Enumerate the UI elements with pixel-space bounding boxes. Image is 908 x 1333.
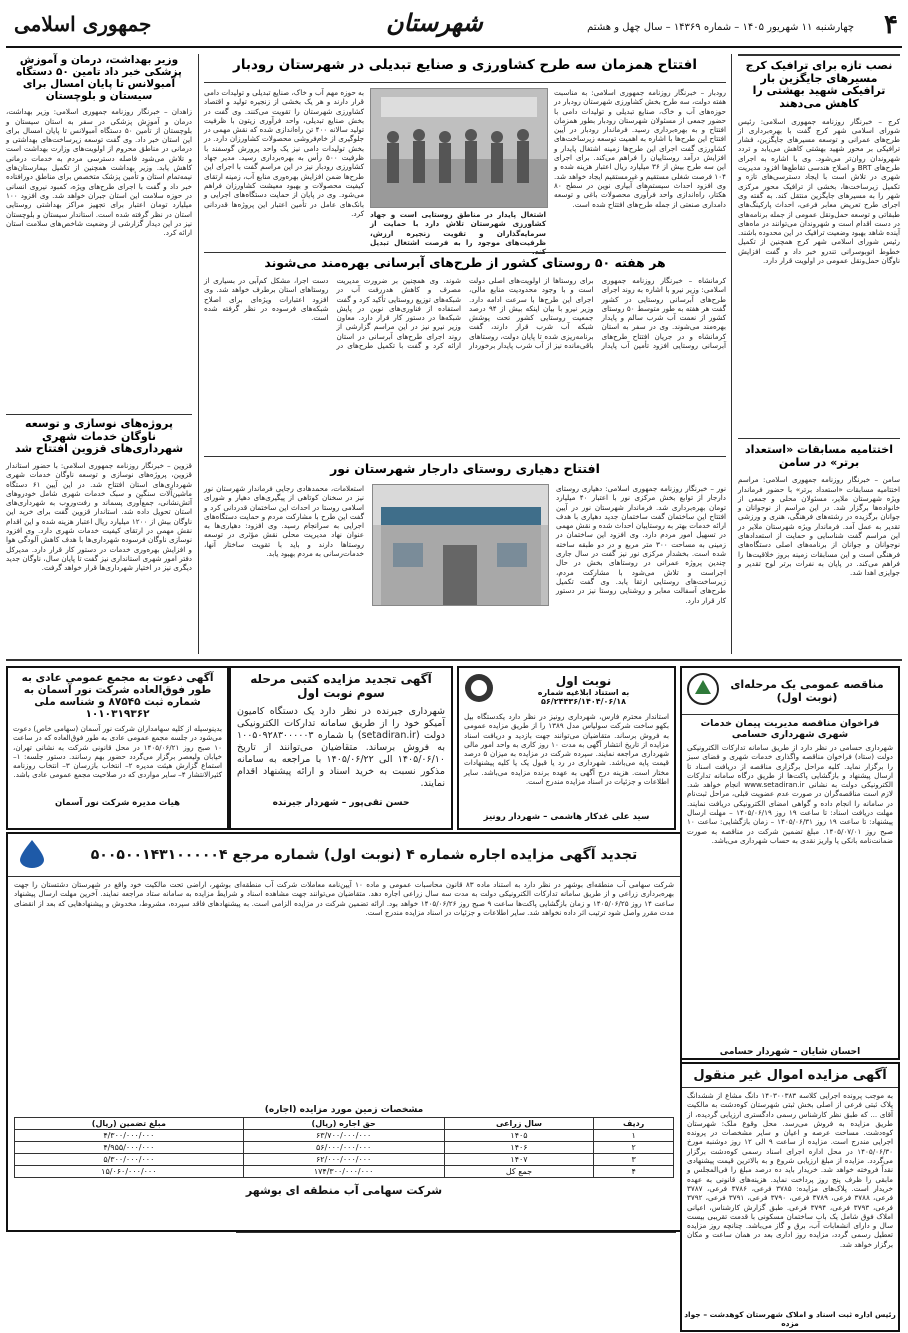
real-estate-ad-title: آگهی مزایده اموال غیر منقول — [682, 1064, 898, 1088]
table-cell: ۱۴۰۵ — [444, 1130, 594, 1142]
table-row — [15, 1130, 674, 1142]
table-cell: ۴ — [594, 1166, 674, 1178]
water-article-body: کرمانشاه – خبرنگار روزنامه جمهوری اسلامی: وزیر نیرو با اشاره به روند اجرای طرح‌های آبرسانی روستایی در کشور گفت هر هفته به طور متوسط ۵۰ روستای کشور از نعمت آب شرب سالم و پایدار بهره‌مند می‌شوند. وی در سفر به استان کرمانشاه و در جریان افتتاح طرح‌های آبرسانی روستایی افزود تأمین آب پایدار برای روستاها از اولویت‌های اصلی دولت است و با وجود محدودیت منابع مالی، اجرای این طرح‌ها با سرعت ادامه دارد. وزیر نیرو با بیان اینکه بیش از ۹۴ درصد جمعیت روستایی کشور تحت پوشش شبکه آب شرب قرار دارند، گفت برنامه‌ریزی شده تا پایان دولت، روستاهای باقی‌مانده نیز از آب شرب پایدار برخوردار شوند. وی همچنین بر ضرورت مدیریت مصرف و کاهش هدررفت آب در شبکه‌های توزیع روستایی تأکید کرد و گفت استفاده از فناوری‌های نوین در پایش شبکه‌ها در دستور کار قرار دارد. معاون وزیر نیرو نیز در این مراسم گزارشی از روند اجرای طرح‌های آبرسانی در استان ارائه کرد و گفت با تکمیل طرح‌های در دست اجرا، مشکل کم‌آبی در بسیاری از روستاهای استان برطرف خواهد شد. وی افزود اعتبارات ویژه‌ای برای اصلاح شبکه‌های فرسوده در نظر گرفته شده است. — [204, 276, 726, 351]
lease-auction-ad-bushehr — [6, 832, 682, 1232]
tender-ad-subtitle: فراخوان مناقصه مدیریت پیمان خدمات شهری شهرداری حسامی — [700, 718, 880, 740]
lease-table-header — [15, 1118, 674, 1130]
ads-divider — [6, 659, 902, 661]
table-cell: ۶۲/۰۰۰/۰۰۰/۰۰۰ — [243, 1154, 444, 1166]
lead-article-body: رودبار – خبرنگار روزنامه جمهوری اسلامی: به مناسبت هفته دولت، سه طرح بخش کشاورزی شهرستان رودبار در حوزه‌های آب و خاک، صنایع تبدیلی و تولیدات دامی با حضور جمعی از مسئولان شهرستان رودبار بطور همزمان افتتاح و به بهره‌برداری رسید. فرماندار رودبار در آیین افتتاح این طرح‌ها با اشاره به اهمیت توسعه زیرساخت‌های کشاورزی گفت اجرای این طرح‌ها زمینه اشتغال پایدار و افزایش درآمد روستاییان را فراهم می‌کند. برای اجرای این سه طرح بیش از ۳۶ میلیارد ریال اعتبار هزینه شده و ۱۰۴ فرصت شغلی مستقیم و غیرمستقیم ایجاد خواهد شد. وی افزود احداث سیستم‌های آبیاری نوین در سطح ۸۰ هکتار، راه‌اندازی واحد فرآوری محصولات باغی و توسعه دامداری صنعتی از جمله طرح‌های افتتاح شده است. — [554, 88, 726, 209]
tender-ad-body: شهرداری حسامی در نظر دارد از طریق سامانه تدارکات الکترونیکی دولت (ستاد) فراخوان مناقصه واگذاری خدمات شهری و فضای سبز را برگزار نماید. کلیه مراحل برگزاری مناقصه از دریافت اسناد تا ارسال پیشنهاد و بازگشایی پاکت‌ها از طریق درگاه سامانه تدارکات الکترونیکی دولت به نشانی www.setadiran.ir انجام خواهد شد. لازم است مناقصه‌گران در صورت عدم عضویت قبلی، مراحل ثبت‌نام در سامانه را انجام داده و گواهی امضای الکترونیکی دریافت نمایند. مهلت دریافت اسناد: تا ساعت ۱۹ روز ۱۴۰۵/۰۶/۱۹ – مهلت ارسال پیشنهاد: تا ساعت ۱۹ روز ۱۴۰۵/۰۶/۳۱ – زمان بازگشایی: ساعت ۱۰ صبح روز ۱۴۰۵/۰۷/۰۱. مبلغ تضمین شرکت در مناقصه به صورت ضمانت‌نامه بانکی یا واریز نقدی به حساب شهرداری می‌باشد. — [687, 743, 894, 845]
divider — [204, 252, 726, 253]
shareholders-meeting-ad — [6, 666, 229, 830]
darjar-article-body: نور – خبرنگار روزنامه جمهوری اسلامی: دهیاری روستای دارجار از توابع بخش مرکزی نور با اعتبار ۴۰ میلیارد تومان بهره‌برداری شد. فرماندار شهرستان نور در آیین افتتاح این ساختمان گفت ساختمان جدید دهیاری با هدف ارائه خدمات بهتر به روستاییان احداث شده و نقش مهمی در تسهیل امور مردم دارد. وی افزود این ساختمان در زمینی به مساحت ۳۰۰ متر مربع و در دو طبقه ساخته شده است. بخشدار مرکزی نور نیز گفت در سال جاری چندین پروژه عمرانی در روستاهای بخش در حال اجراست و تلاش می‌شود با مشارکت مردم، زیرساخت‌های روستایی ارتقا یابد. وی گفت تکمیل طرح‌های آسفالت معابر و روشنایی روستا نیز در دستور کار قرار دارد. — [556, 484, 726, 605]
table-row — [15, 1142, 674, 1154]
lead-article-body-cont: به حوزه مهم آب و خاک، صنایع تبدیلی و تولیدات دامی قرار دارند و هر یک بخشی از زنجیره تولید و اقتصاد کشاورزی شهرستان را تقویت می‌کنند. وی گفت در بخش صنایع تبدیلی، واحد فرآوری زیتون با ظرفیت تولید سالانه ۴۰۰ تن راه‌اندازی شده که نقش مهمی در جلوگیری از خام‌فروشی محصولات کشاورزان دارد. در بخش تولیدات دامی نیز یک واحد پرورش گوسفند با ظرفیت ۵۰۰ رأس به بهره‌برداری رسید. مدیر جهاد کشاورزی رودبار نیز در این مراسم گفت با اجرای این طرح‌ها ضمن افزایش بهره‌وری منابع آب، زمینه ارتقای کیفیت محصولات و بهبود معیشت کشاورزان فراهم می‌شود. وی در پایان از حمایت دستگاه‌های اجرایی و بانک‌های عامل در تأمین اعتبار این پروژه‌ها قدردانی کرد. — [204, 88, 364, 218]
table-cell: ۱ — [594, 1130, 674, 1142]
newspaper-brand: جمهوری اسلامی — [14, 12, 152, 36]
table-cell: ۵۶/۰۰۰/۰۰۰/۰۰۰ — [243, 1142, 444, 1154]
table-header-cell: ردیف — [594, 1118, 674, 1130]
divider — [738, 438, 900, 439]
qazvin-article-title: پروژه‌های نوسازی و توسعه ناوگان خدمات شهری شهرداری‌های قزوین افتتاح شد — [14, 417, 184, 456]
auction-ad-title: نوبت اول — [555, 674, 612, 688]
divider — [204, 82, 726, 83]
jirandeh-ad-body: شهرداری جیرنده در نظر دارد یک دستگاه کامیون آمیکو خود را از طریق سامانه تدارکات الکترونیکی دولت (setadiran.ir) با شماره ۱۰۰۵۰۹۲۸۳۰۰۰۰۰۳ به فروش برساند. متقاضیان می‌توانند از تاریخ ۱۴۰۵/۰۶/۱۰ الی ۱۴۰۵/۰۶/۲۲ با مراجعه به سامانه مذکور نسبت به خرید اسناد و ارائه پیشنهاد اقدام نمایند. — [237, 706, 446, 789]
left-column-lower — [6, 418, 192, 654]
water-article-title: هر هفته ۵۰ روستای کشور از طرح‌های آبرسانی بهره‌مند می‌شوند — [264, 255, 666, 270]
table-cell: جمع کل — [444, 1166, 594, 1178]
article-samen-body: سامن – خبرنگار روزنامه جمهوری اسلامی: مراسم اختتامیه مسابقات «استعداد برتر» با حضور فرماندار ویژه شهرستان ملایر، مسئولان محلی و جمعی از خانواده‌ها برگزار شد. در این مراسم از نوجوانان و جوانان برگزیده در رشته‌های فرهنگی، هنری و ورزشی تقدیر به عمل آمد. فرماندار ویژه شهرستان ملایر در این مراسم گفت شناسایی و حمایت از استعدادهای نوجوانان و جوانان از برنامه‌های اصلی دستگاه‌های فرهنگی است و این مسابقات زمینه بروز خلاقیت‌ها را فراهم می‌کند. در پایان به نفرات برتر لوح تقدیر و جوایزی اهدا شد. — [738, 475, 900, 578]
emblem-icon — [462, 671, 496, 709]
lease-ad-body: شرکت سهامی آب منطقه‌ای بوشهر در نظر دارد به استناد ماده ۸۳ قانون محاسبات عمومی و ماده ۱۰ آیین‌نامه معاملات شرکت آب منطقه‌ای بوشهر، اراضی تحت مالکیت خود واقع در شهرستان دشتستان را جهت بهره‌برداری زراعی و از طریق سامانه تدارکات الکترونیکی دولت به مدت سه سال زراعی اجاره دهد. متقاضیان می‌توانند جهت مشاهده اسناد و شرایط مزایده به سامانه ستاد مراجعه نمایند. آخرین مهلت ارسال پیشنهاد ساعت ۱۴ روز ۱۴۰۵/۰۶/۲۵ و زمان بازگشایی پاکت‌ها ساعت ۹ صبح روز ۱۴۰۵/۰۶/۲۶ خواهد بود. ارائه تضمین شرکت در مزایده الزامی است. به پیشنهادهای فاقد سپرده، مشروط، مخدوش و پیشنهادهایی که بعد از انقضای مدت مقرر واصل شود ترتیب اثر داده نخواهد شد. سایر اطلاعات و جزئیات در اسناد مزایده مندرج است. — [14, 880, 675, 917]
real-estate-ad-body: به موجب پرونده اجرایی کلاسه ۱۴۰۳۰۰۳۸۳ دانگ مشاع از ششدانگ پلاک ثبتی فرعی از اصلی بخش ثبتی شهرستان کوه‌دشت به مالکیت آقای ... که طبق نظر کارشناس رسمی دادگستری ارزیابی گردیده، از طریق مزایده به فروش می‌رسد. محل وقوع ملک: شهرستان کوه‌دشت. مساحت عرصه و اعیان و سایر مشخصات در پرونده اجرایی مندرج است. مزایده از ساعت ۹ الی ۱۲ روز دوشنبه مورخ ۱۴۰۵/۰۶/۳۰ در محل اداره اجرای اسناد رسمی کوه‌دشت برگزار می‌گردد. مزایده از مبلغ ارزیابی شروع و به بالاترین قیمت پیشنهادی نقداً فروخته خواهد شد. خریدار باید ده درصد مبلغ را فی‌المجلس و مابقی را ظرف پنج روز پرداخت نماید. هزینه‌های قانونی به عهده خریدار است. پلاک‌های مزایده: ۳۷۸۵ فرعی، ۳۷۸۶ فرعی، ۳۷۸۷ فرعی، ۳۷۸۸ فرعی، ۳۷۸۹ فرعی، ۳۷۹۰ فرعی، ۳۷۹۱ فرعی، ۳۷۹۲ فرعی، ۳۷۹۳ فرعی، ۳۷۹۴ فرعی. طبق گزارش کارشناس، اعیانی املاک فوق شامل یک باب ساختمان مسکونی با قدمت تقریبی بیست سال و دارای انشعابات آب، برق و گاز می‌باشد. چنانچه روز مزایده تعطیل رسمی گردد، مزایده روز اداری بعد در همان ساعت و مکان برگزار خواهد شد. — [687, 1091, 894, 1249]
article-samen-title: اختتامیه مسابقات «استعداد برتر» در سامن — [745, 443, 893, 469]
table-cell: ۱۵/۰۶۰/۰۰۰/۰۰۰ — [15, 1166, 244, 1178]
auction-ad-subtitle: به استناد ابلاغیه شماره ۵۶/۲۴۴۳۶/۱۴۰۴/۰۶/۱۸ — [537, 688, 630, 706]
page-number: ۴ — [884, 10, 898, 40]
table-header-cell: مبلغ تضمین (ریال) — [15, 1118, 244, 1130]
rudbar-ceremony-photo — [370, 88, 548, 208]
water-company-logo-icon — [12, 838, 52, 872]
table-row — [15, 1154, 674, 1166]
table-header-cell: حق اجاره (ریال) — [243, 1118, 444, 1130]
auction-ad-jirandeh — [229, 666, 453, 830]
meeting-ad-title: آگهی دعوت به مجمع عمومی عادی به طور فوق‌العاده شرکت نور آسمان به شماره ثبت ۸۷۵۴۵ و شناسه ملی ۱۰۱۰۳۱۹۳۶۲ — [21, 672, 214, 720]
jirandeh-ad-signature: حسن تقی‌پور – شهردار جیرنده — [272, 798, 410, 808]
real-estate-ad-signature: رئیس اداره ثبت اسناد و املاک شهرستان کوهدشت – جواد مزده — [684, 1310, 896, 1328]
tender-ad-hesami — [680, 666, 900, 1060]
table-cell: ۳ — [594, 1154, 674, 1166]
meeting-ad-body: بدینوسیله از کلیه سهامداران شرکت نور آسمان (سهامی خاص) دعوت می‌شود در جلسه مجمع عمومی عادی به طور فوق‌العاده که در ساعت ۱۰ صبح روز ۱۴۰۵/۰۶/۲۱ در محل قانونی شرکت به نشانی تهران، خیابان ولیعصر برگزار می‌گردد حضور بهم رسانند. دستور جلسه: ۱– استماع گزارش هیئت مدیره ۲– انتخاب بازرسان ۳– انتخاب روزنامه کثیرالانتشار ۴– سایر مواردی که در صلاحیت مجمع عمومی عادی باشد. — [13, 724, 222, 780]
darjar-article-title: افتتاح دهیاری روستای دارجار شهرستان نور — [330, 461, 600, 476]
lease-ad-signature: شرکت سهامی آب منطقه ای بوشهر — [245, 1184, 443, 1197]
lead-article-title: افتتاح همزمان سه طرح کشاورزی و صنایع تبدیلی در شهرستان رودبار — [233, 57, 697, 73]
masthead — [6, 6, 902, 48]
column-rule — [198, 54, 199, 654]
table-cell: ۶۳/۷۰۰/۰۰۰/۰۰۰ — [243, 1130, 444, 1142]
darjar-article-body-cont: استعلامات، محمدهادی رجایی فرماندار شهرستان نور نیز در سخنان کوتاهی از پیگیری‌های دهیار و شورای اسلامی روستا در احداث این ساختمان قدردانی کرد و گفت این طرح با مشارکت مردم و حمایت دستگاه‌های اجرایی به سرانجام رسید. وی افزود: دهیاری‌ها به عنوان نهاد مدیریت محلی نقش مؤثری در توسعه روستاها دارند و باید با تقویت ساختار آنها، خدمات‌رسانی به مردم بهبود یابد. — [204, 484, 364, 559]
meeting-ad-signature: هیات مدیره شرکت نور آسمان — [54, 798, 181, 808]
lease-ad-title: تجدید آگهی مزایده اجاره شماره ۴ (نوبت اول) شماره مرجع ۵۰۰۵۰۰۱۴۳۱۰۰۰۰۰۴ — [90, 847, 638, 863]
jirandeh-ad-title: آگهی تجدید مزایده کتبی مرحله سوم نوبت اول — [250, 672, 432, 700]
table-cell: ۴/۹۵۵/۰۰۰/۰۰۰ — [15, 1142, 244, 1154]
auction-ad-ronez — [457, 666, 676, 830]
left-column — [6, 54, 192, 414]
tender-ad-title: مناقصه عمومی یک مرحله‌ای (نوبت اول) — [730, 678, 884, 704]
darjar-building-photo — [372, 484, 549, 606]
divider — [6, 414, 192, 415]
auction-ad-body: استاندار محترم فارس، شهرداری رونیز در نظر دارد یکدستگاه بیل بکهو ساخت شرکت سولیاس مدل ۱۳۸۹ را از طریق مزایده عمومی به فروش برساند. متقاضیان می‌توانند جهت بازدید و دریافت اسناد مزایده از تاریخ انتشار آگهی به مدت ۱۰ روز کاری به واحد امور مالی شهرداری مراجعه نمایند. سپرده شرکت در مزایده به میزان ۵ درصد قیمت پایه می‌باشد. شهرداری در رد یا قبول یک یا کلیه پیشنهادات مختار است. هزینه درج آگهی به عهده برنده مزایده می‌باشد. سایر اطلاعات و جزئیات در اسناد مزایده مندرج است. — [464, 712, 669, 787]
right-column — [738, 54, 900, 470]
lead-photo-caption: اشتغال پایدار در مناطق روستایی است و جهاد کشاورزی شهرستان تلاش دارد با حمایت از سرمایه‌گذاران و تقویت زنجیره ارزش، ظرفیت‌های موجود را به فرصت اشتغال تبدیل — [370, 210, 546, 247]
divider — [204, 456, 726, 457]
column-rule — [738, 54, 900, 56]
building-photo-icon — [373, 485, 548, 605]
table-cell: ۴/۳۰۰/۰۰۰/۰۰۰ — [15, 1130, 244, 1142]
table-cell: ۱۴۰۶ — [444, 1142, 594, 1154]
dateline: چهارشنبه ۱۱ شهریور ۱۴۰۵ – شماره ۱۴۳۶۹ – سال چهل و هشتم — [587, 22, 854, 33]
table-cell: ۲ — [594, 1142, 674, 1154]
table-cell: ۱۷۴/۳۰۰/۰۰۰/۰۰۰ — [243, 1166, 444, 1178]
section-title: شهرستان — [386, 8, 483, 37]
table-cell: ۱۴۰۷ — [444, 1154, 594, 1166]
ambulance-article-body: زاهدان – خبرنگار روزنامه جمهوری اسلامی: وزیر بهداشت، درمان و آموزش پزشکی در سفر به استان سیستان و بلوچستان از تأمین ۵۰ دستگاه آمبولانس تا پایان امسال برای این استان خبر داد. وی گفت توسعه زیرساخت‌های بهداشتی و درمانی در مناطق محروم از اولویت‌های وزارت بهداشت است و تلاش می‌شود فاصله دسترسی مردم به خدمات درمانی کاهش یابد. وزیر بهداشت همچنین از تکمیل بیمارستان‌های نیمه‌تمام استان و تأمین پزشک متخصص برای مناطق دورافتاده خبر داد و گفت با اجرای طرح‌های ویژه، کمبود نیروی انسانی در حوزه سلامت این استان جبران خواهد شد. وی افزود ۱۰۰ میلیارد تومان اعتبار برای تجهیز مراکز بهداشتی روستایی استان در نظر گرفته شده است. استاندار سیستان و بلوچستان نیز در این دیدار گزارشی از وضعیت شاخص‌های سلامت استان ارائه کرد. — [6, 107, 192, 238]
right-column-lower — [738, 444, 900, 649]
people-photo-icon — [371, 89, 547, 207]
divider — [236, 1232, 676, 1233]
table-row — [15, 1166, 674, 1178]
article-kerj-title: نصب تازه برای ترافیک کرج مسیرهای جایگزین بار ترافیکی شهید بهشتی را کاهش می‌دهند — [745, 59, 893, 110]
column-rule — [731, 54, 732, 654]
lease-table-title: مشخصات زمین مورد مزایده (اجاره) — [264, 1105, 424, 1115]
qazvin-article-body: قزوین – خبرنگار روزنامه جمهوری اسلامی: با حضور استاندار قزوین، پروژه‌های نوسازی و توسعه ناوگان خدمات شهری شهرداری‌های استان افتتاح شد. در این آیین ۶۱ دستگاه ماشین‌آلات سنگین و سبک خدمات شهری شامل خودروهای آتش‌نشانی، جمع‌آوری پسماند و رفت‌وروب به شهرداری‌های استان تحویل داده شد. استاندار قزوین گفت برای خرید این ناوگان بیش از ۱۲۰۰ میلیارد ریال اعتبار هزینه شده و این اقدام نقش مهمی در ارتقای کیفیت خدمات شهری دارد. وی افزود نوسازی ناوگان فرسوده شهرداری‌ها با هدف کاهش آلودگی هوا و افزایش بهره‌وری خدمات در دستور کار قرار دارد. مدیرکل دفتر امور شهری استانداری نیز گفت تا پایان سال، ناوگان جدید دیگری نیز در اختیار شهرداری‌ها قرار خواهد گرفت. — [6, 460, 192, 573]
auction-ad-signature: سید علی غدکار هاشمی – شهردار رونیز — [483, 812, 650, 822]
table-header-cell: سال زراعی — [444, 1118, 594, 1130]
table-cell: ۵/۳۰۰/۰۰۰/۰۰۰ — [15, 1154, 244, 1166]
lease-table — [14, 1117, 674, 1178]
real-estate-auction-ad — [680, 1062, 900, 1332]
municipality-logo-icon — [686, 672, 720, 710]
ambulance-article-title: وزیر بهداشت، درمان و آموزش پزشکی خبر داد تامین ۵۰ دستگاه آمبولانس تا پایان امسال برای سیستان و بلوچستان — [16, 54, 182, 103]
article-kerj-body: کرج – خبرنگار روزنامه جمهوری اسلامی: رئیس شورای اسلامی شهر کرج گفت با بهره‌برداری از طرح‌های عمرانی و توسعه مسیرهای جایگزین، فشار ترافیکی بر محور شهید بهشتی کاهش می‌یابد و تردد شهروندان روان‌تر می‌شود. وی با اشاره به اجرای طرح‌های BRT و اصلاح هندسی تقاطع‌ها افزود مدیریت شهری در تلاش است با ایجاد دسترسی‌های تازه و تکمیل زیرساخت‌ها، بخشی از ترافیک محور مرکزی شهر را به مسیرهای جایگزین منتقل کند. به گفته وی اجرای طرح تعریض معابر فرعی، احداث پارکینگ‌های طبقاتی و توسعه حمل‌ونقل عمومی از جمله برنامه‌های در دست اقدام است و شهروندان می‌توانند در ماه‌های آینده شاهد بهبود وضعیت ترافیک در این محدوده باشند. رئیس شورای اسلامی شهر کرج همچنین از تکمیل خطوط اتوبوسرانی تندرو خبر داد و گفت افزایش ناوگان حمل‌ونقل عمومی در اولویت قرار دارد. — [738, 116, 900, 266]
tender-ad-signature: احسان شایان – شهردار حسامی — [719, 1047, 861, 1057]
